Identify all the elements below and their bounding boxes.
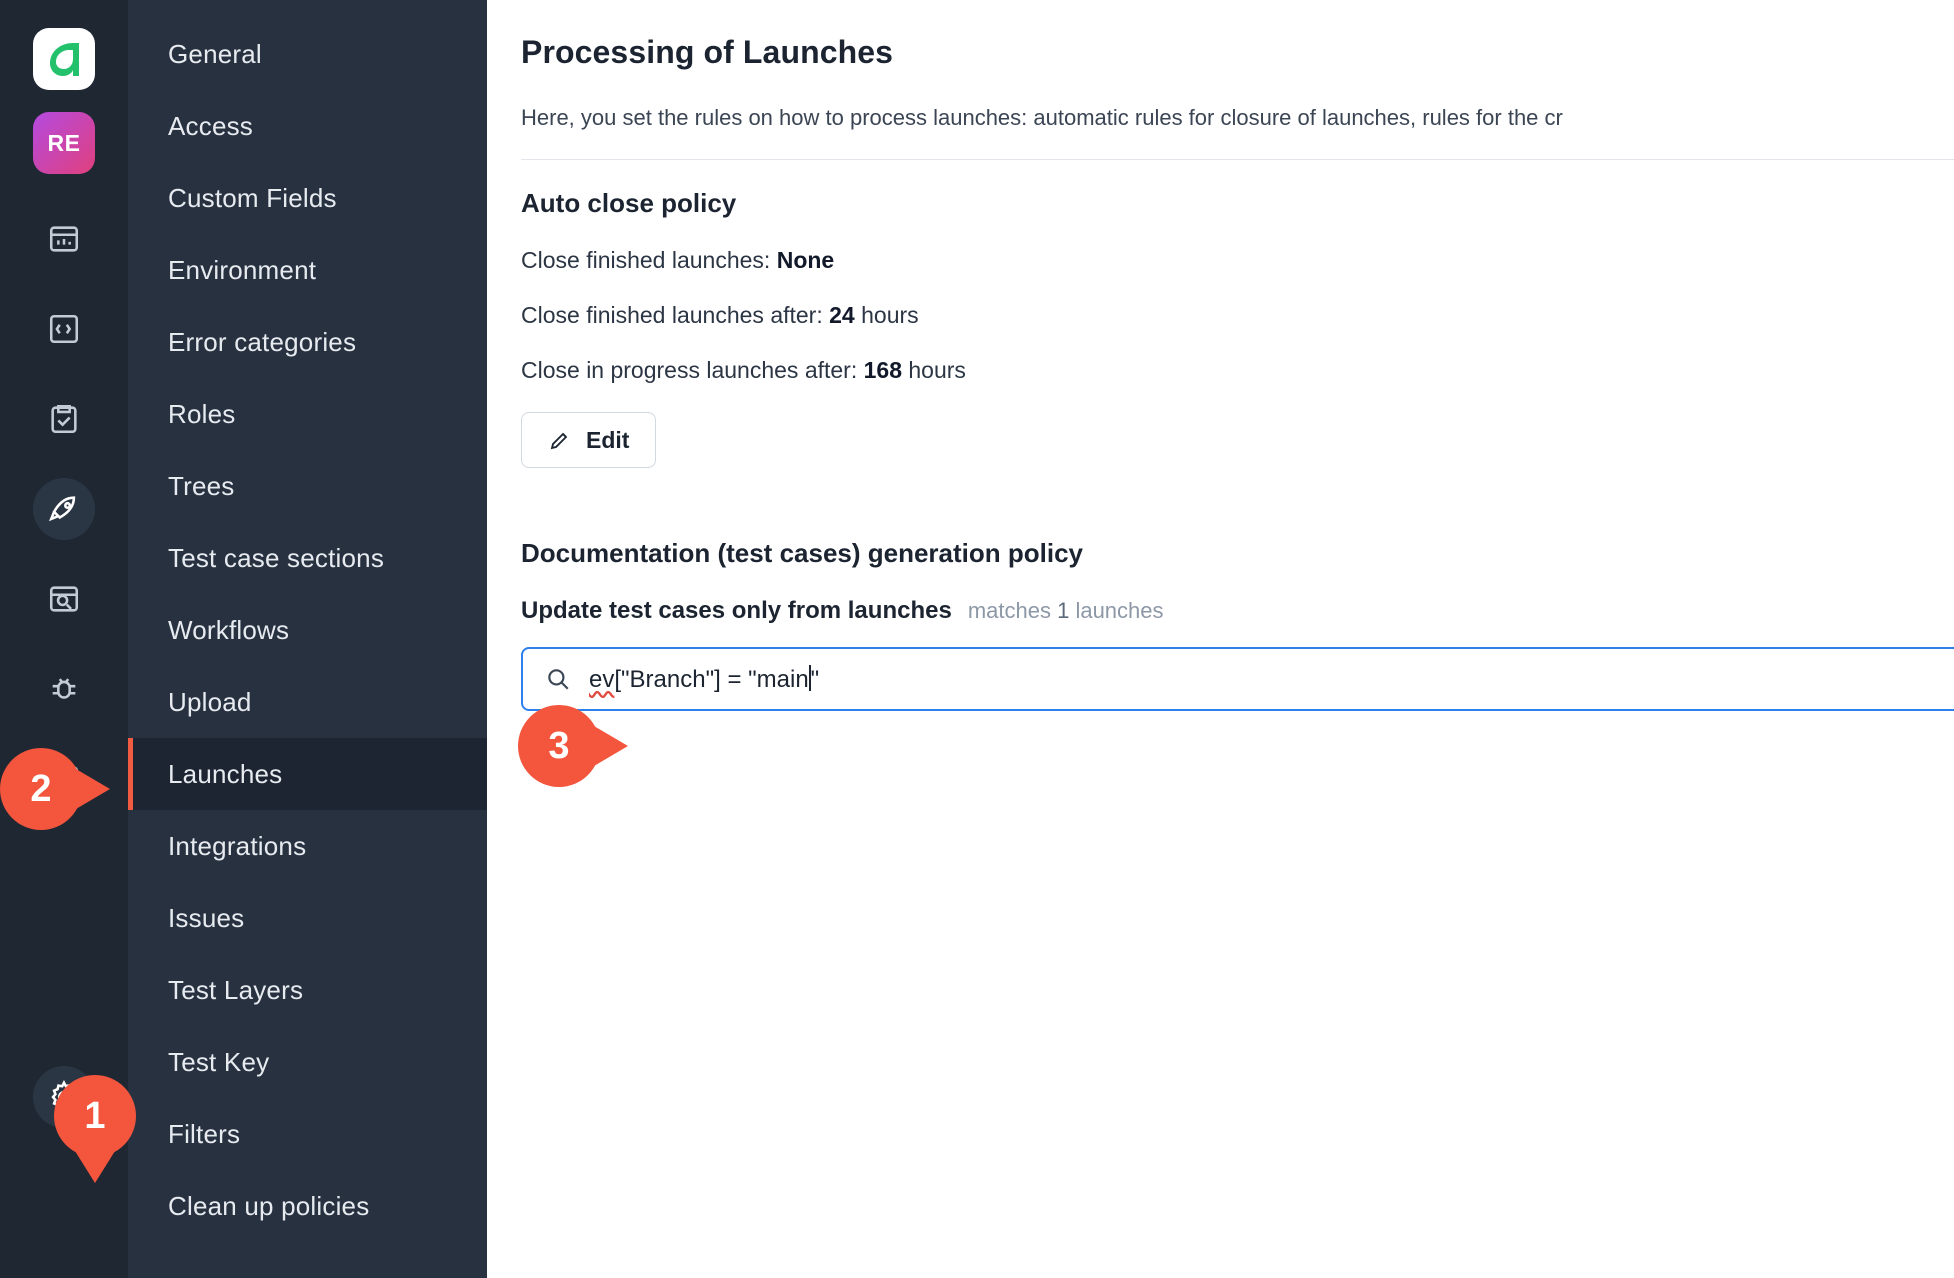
policy-prefix: Close in progress launches after: [521, 357, 864, 383]
nav-label: Test Key [168, 1046, 270, 1077]
callout-label: 3 [548, 724, 570, 767]
clipboard-check-icon[interactable] [33, 388, 95, 450]
nav-label: Issues [168, 902, 245, 933]
search-icon [545, 666, 571, 692]
section-divider [521, 159, 1954, 160]
generation-policy-section [521, 538, 1954, 711]
callout-bubble [0, 748, 82, 830]
callout-bubble [518, 705, 600, 787]
nav-label: Upload [168, 686, 252, 717]
policy-close-finished-after [521, 302, 1954, 329]
generation-policy-title: Documentation (test cases) generation policy [521, 538, 1084, 568]
page-description: Here, you set the rules on how to process launches: automatic rules for closure of launches, rules for the cr [521, 105, 1563, 130]
app-logo-icon[interactable] [33, 28, 95, 90]
nav-label: Environment [168, 254, 317, 285]
sidebar-item-trees[interactable] [128, 450, 487, 522]
query-tail: " [810, 665, 820, 693]
dashboard-icon[interactable] [33, 208, 95, 270]
sidebar-item-custom-fields[interactable] [128, 162, 487, 234]
query-search-input[interactable] [521, 647, 1954, 711]
launches-rocket-icon[interactable] [33, 478, 95, 540]
policy-value: None [776, 247, 835, 273]
edit-button-label: Edit [586, 426, 630, 453]
sidebar-item-error-categories[interactable] [128, 306, 487, 378]
nav-label: Test case sections [168, 542, 385, 573]
auto-close-policy-title: Auto close policy [521, 188, 737, 218]
callout-marker-2 [0, 748, 82, 830]
generation-policy-row [521, 597, 1954, 625]
matches-number: 1 [1057, 598, 1070, 623]
main-content [487, 0, 1954, 1278]
sidebar-item-general[interactable] [128, 18, 487, 90]
policy-close-in-progress-after [521, 357, 1954, 384]
avatar-initials: RE [47, 129, 81, 156]
callout-label: 1 [84, 1094, 106, 1137]
nav-label: Test Layers [168, 974, 304, 1005]
nav-label: Error categories [168, 326, 357, 357]
matches-count [968, 598, 1164, 624]
nav-label: Integrations [168, 830, 307, 861]
callout-bubble [54, 1075, 136, 1157]
sidebar-item-test-layers[interactable] [128, 954, 487, 1026]
nav-label: General [168, 38, 262, 69]
sidebar-item-issues[interactable] [128, 882, 487, 954]
settings-nav [128, 0, 487, 1278]
query-spell-word: ev [589, 665, 615, 693]
policy-suffix: hours [902, 357, 966, 383]
sidebar-item-environment[interactable] [128, 234, 487, 306]
callout-label: 2 [30, 767, 52, 810]
policy-prefix: Close finished launches after: [521, 302, 830, 328]
nav-label: Access [168, 110, 254, 141]
nav-label: Trees [168, 470, 235, 501]
avatar[interactable] [33, 112, 95, 174]
nav-label: Filters [168, 1118, 241, 1149]
policy-value: 24 [829, 302, 855, 328]
sidebar-item-launches[interactable] [128, 738, 487, 810]
policy-close-finished [521, 247, 1954, 274]
sidebar-item-test-key[interactable] [128, 1026, 487, 1098]
policy-suffix: hours [854, 302, 919, 328]
sidebar-item-test-case-sections[interactable] [128, 522, 487, 594]
query-value [589, 665, 819, 694]
pencil-icon [548, 428, 572, 452]
sidebar-item-clean-up-policies[interactable] [128, 1170, 487, 1242]
callout-marker-3 [518, 705, 600, 787]
nav-label: Clean up policies [168, 1190, 370, 1221]
sidebar-item-integrations[interactable] [128, 810, 487, 882]
sidebar-item-filters[interactable] [128, 1098, 487, 1170]
sidebar-item-workflows[interactable] [128, 594, 487, 666]
generation-policy-label: Update test cases only from launches [521, 597, 952, 624]
page-title: Processing of Launches [521, 34, 894, 70]
nav-label: Roles [168, 398, 236, 429]
policy-prefix: Close finished launches: [521, 247, 777, 273]
sidebar-item-roles[interactable] [128, 378, 487, 450]
defects-bug-icon[interactable] [33, 658, 95, 720]
matches-suffix: launches [1069, 598, 1164, 623]
sidebar-item-upload[interactable] [128, 666, 487, 738]
callout-marker-1 [54, 1075, 136, 1157]
search-reports-icon[interactable] [33, 568, 95, 630]
sidebar-item-access[interactable] [128, 90, 487, 162]
test-cases-icon[interactable] [33, 298, 95, 360]
nav-label: Workflows [168, 614, 290, 645]
matches-prefix: matches [967, 598, 1058, 623]
nav-label: Custom Fields [168, 182, 337, 213]
nav-label: Launches [168, 758, 283, 789]
edit-button[interactable] [521, 412, 656, 468]
query-rest: ["Branch"] = "main [614, 665, 809, 693]
policy-value: 168 [863, 357, 902, 383]
